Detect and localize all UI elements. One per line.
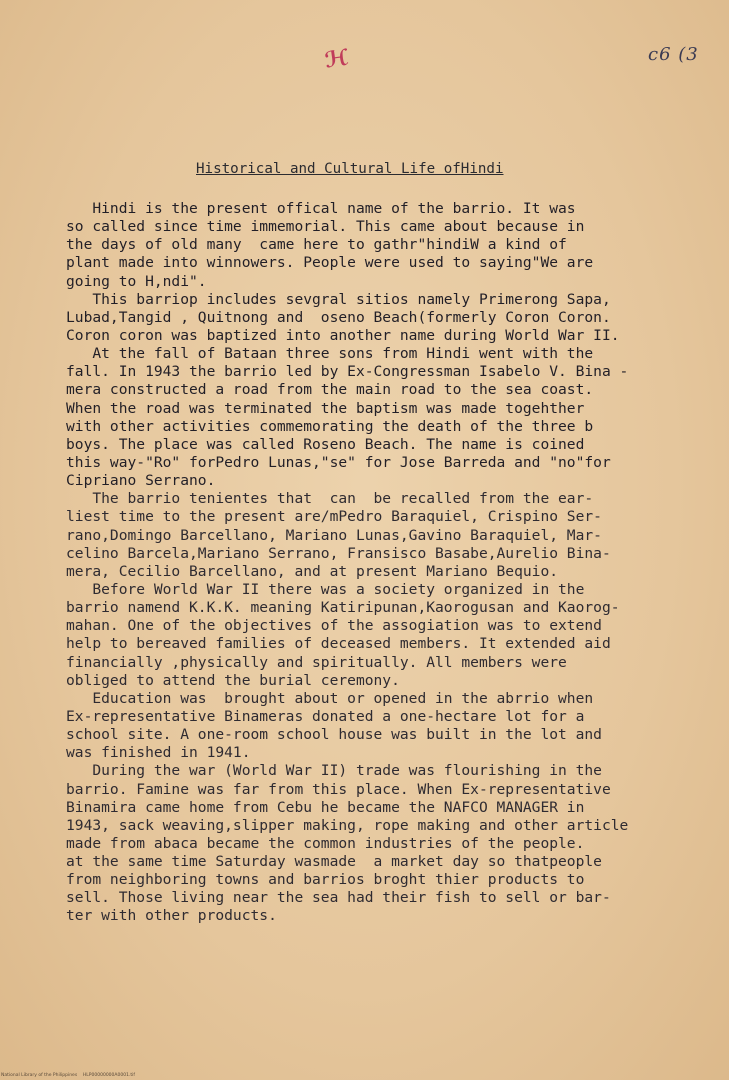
text-line: Coron coron was baptized into another name during World War II. <box>66 326 620 344</box>
text-line: When the road was terminated the baptism was made togehther <box>66 399 585 417</box>
text-line: During the war (World War II) trade was flourishing in the <box>66 762 602 780</box>
text-line: 1943, sack weaving,slipper making, rope making and other article <box>66 816 629 834</box>
text-line: Education was brought about or opened in the abrrio when <box>66 689 594 707</box>
text-line: at the same time Saturday wasmade a market day so thatpeople <box>66 853 602 871</box>
text-line: help to bereaved families of deceased members. It extended aid <box>66 635 611 653</box>
text-line: made from abaca became the common industries of the people. <box>66 834 585 852</box>
text-line: ter with other products. <box>66 907 277 925</box>
text-line: boys. The place was called Roseno Beach. The name is coined <box>66 435 585 453</box>
text-line: the days of old many came here to gathr"hindiW a kind of <box>66 236 567 254</box>
text-line: fall. In 1943 the barrio led by Ex-Congressman Isabelo V. Bina - <box>66 363 629 381</box>
text-line: mera constructed a road from the main road to the sea coast. <box>66 381 594 399</box>
text-line: At the fall of Bataan three sons from Hindi went with the <box>66 345 594 363</box>
text-line: Ex-representative Binameras donated a one-hectare lot for a <box>66 707 585 725</box>
text-line: mera, Cecilio Barcellano, and at present Mariano Bequio. <box>66 562 559 580</box>
text-line: going to H,ndi". <box>66 272 207 290</box>
text-line: This barriop includes sevgral sitios namely Primerong Sapa, <box>66 290 611 308</box>
text-line: barrio. Famine was far from this place. When Ex-representative <box>66 780 611 798</box>
text-line: Binamira came home from Cebu he became the NAFCO MANAGER in <box>66 798 585 816</box>
text-line: Before World War II there was a society organized in the <box>66 580 585 598</box>
text-line: sell. Those living near the sea had their fish to sell or bar- <box>66 889 611 907</box>
text-line: Lubad,Tangid , Quitnong and oseno Beach(formerly Coron Coron. <box>66 308 611 326</box>
text-line: was finished in 1941. <box>66 744 251 762</box>
text-line: The barrio tenientes that can be recalled from the ear- <box>66 490 594 508</box>
text-line: school site. A one-room school house was built in the lot and <box>66 726 602 744</box>
handwritten-page-code: c6 (3 <box>648 44 699 65</box>
text-line: financially ,physically and spiritually. All members were <box>66 653 567 671</box>
text-line: barrio namend K.K.K. meaning Katiripunan,Kaorogusan and Kaorog- <box>66 599 620 617</box>
text-line: mahan. One of the objectives of the assogiation was to extend <box>66 617 602 635</box>
text-line: so called since time immemorial. This came about because in <box>66 218 585 236</box>
document-title: Historical and Cultural Life ofHindi <box>196 161 504 177</box>
text-line: obliged to attend the burial ceremony. <box>66 671 400 689</box>
text-line: Hindi is the present offical name of the barrio. It was <box>66 200 576 217</box>
archive-footer: National Library of the Philippines HLP00000000A0001.tif <box>1 1073 135 1078</box>
text-line: plant made into winnowers. People were used to saying"We are <box>66 254 594 272</box>
text-line: from neighboring towns and barrios broght thier products to <box>66 871 585 889</box>
red-ink-mark: ℋ <box>323 45 351 74</box>
text-line: liest time to the present are/mPedro Baraquiel, Crispino Ser- <box>66 508 602 526</box>
text-line: this way-"Ro" forPedro Lunas,"se" for Jose Barreda and "no"for <box>66 453 611 471</box>
text-line: celino Barcela,Mariano Serrano, Fransisco Basabe,Aurelio Bina- <box>66 544 611 562</box>
text-line: rano,Domingo Barcellano, Mariano Lunas,Gavino Baraquiel, Mar- <box>66 526 602 544</box>
document-body <box>66 200 716 926</box>
text-line: Cipriano Serrano. <box>66 472 216 490</box>
text-line: with other activities commemorating the death of the three b <box>66 417 594 435</box>
